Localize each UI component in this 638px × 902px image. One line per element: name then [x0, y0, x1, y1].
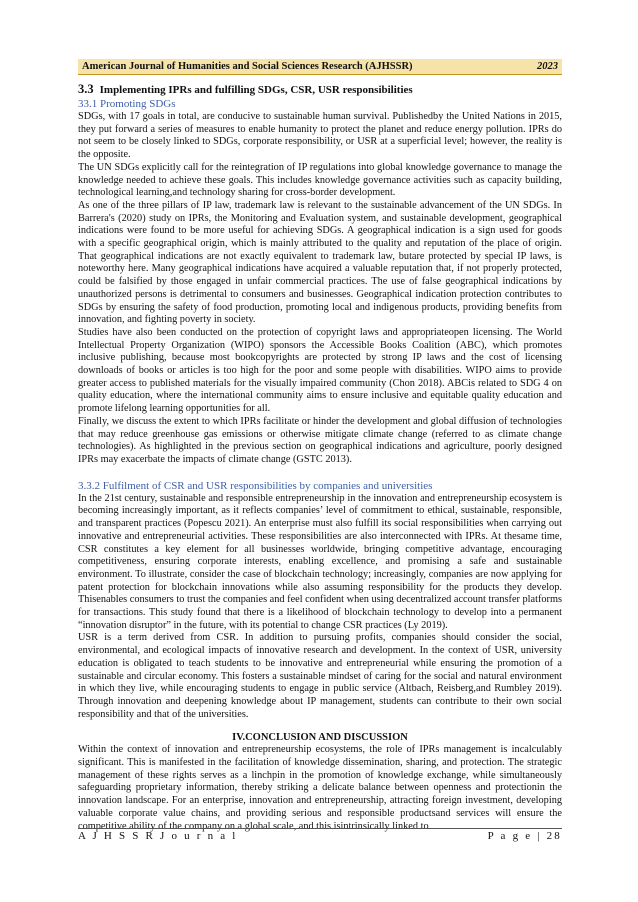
paragraph: As one of the three pillars of IP law, trademark law is relevant to the sustainable advancement of the UN SDGs. In Barrera's (2020) study on IPRs, the Monitoring and Evaluation system, and sustainable development, geographical indications were found to be more useful for achieving SDGs. A geographical indication is a sign used for goods with a specific geographical origin, which is mainly attributed to the quality and reputation of the place of origin. That geographical indications are not exactly equivalent to trademark law, butare protected by special IP laws, is noteworthy here. Many geographical indications have acquired a valuable reputation that, if not properly protected, could be falsified by those engaged in unfair commercial practices. The use of false geographical indications by unauthorized persons is detrimental to consumers and businesses. Geographical indication protection contributes to SDGs by ensuring the safety of food production, promoting local and indigenous products, providing benefits from innovation, and fighting poverty in society. — [78, 199, 562, 326]
paragraph: The UN SDGs explicitly call for the reintegration of IP regulations into global knowledge governance to manage the knowledge needed to achieve these goals. This includes knowledge governance activities such as capacity building, technological learning,and technology sharing for cross-border development. — [78, 161, 562, 199]
paragraph: USR is a term derived from CSR. In addition to pursuing profits, companies should consider the social, environmental, and ecological impacts of innovative research and development. In the context of USR, university education is obligated to teach students to be innovative and entrepreneurial while ensuring the promotion of a sustainable and circular economy. This fosters a sustainable mindset of caring for the social and natural environment in which they live, while encouraging students to engage in public service (Altbach, Reisberg,and Rumbley 2019). Through innovation and deepening knowledge about IP management, students can contribute to their own social responsibility and that of the universities. — [78, 632, 562, 720]
paragraph: Studies have also been conducted on the protection of copyright laws and appropriateopen licensing. The World Intellectual Property Organization (WIPO) sponsors the Accessible Books Coalition (ABC), which promotes inclusive publishing, because most bookcopyrights are protected by strong IP laws and the cost of licensing downloads of books or articles is too high for the poor and some people with disabilities. WIPO aims to provide greater access to published materials for the visually impaired community (Chon 2018). ABCis related to SDG 4 on quality education, where the international community aims to ensure inclusive and equitable quality education and promote lifelong learning opportunities for all. — [78, 326, 562, 415]
conclusion-heading: IV.CONCLUSION AND DISCUSSION — [232, 732, 408, 744]
section-title: Implementing IPRs and fulfilling SDGs, CSR, USR responsibilities — [99, 84, 413, 96]
section-number: 3.3 — [78, 82, 94, 96]
section-heading — [78, 82, 562, 97]
article-body — [78, 82, 562, 833]
page-number: P a g e | 28 — [487, 830, 562, 842]
paragraph: In the 21st century, sustainable and responsible entrepreneurship in the innovation and entrepreneurship ecosystem is becoming increasingly important, as it reflects companies’ level of commitment to ethical, sustainable, responsible, and transparent practices (Popescu 2021). An enterprise must also fulfill its social responsibilities when carrying out innovative and entrepreneurial activities. These responsibilities are also interconnected with IPRs. At thesame time, CSR constitutes a key element for all businesses worldwide, bringing competitive advantage, encouraging competitiveness, ensuring corporate interests, enabling excellence, and promising a safe and sustainable environment. To illustrate, consider the case of blockchain technology; increasingly, companies are now applying for patent protection for blockchain innovations while also assuming responsibility for the products they develop. Thisenables consumers to trust the companies and feel confident when using decentralized account transfer platforms for transactions. This study found that there is a likelihood of blockchain technology to develop into a permanent “innovation disruptor” in the future, with its potential to change CSR practices (Ly 2019). — [78, 492, 562, 631]
subsection-heading-csr-usr: 3.3.2 Fulfilment of CSR and USR responsibilities by companies and universities — [78, 479, 433, 492]
paragraph: Finally, we discuss the extent to which IPRs facilitate or hinder the development and global diffusion of technologies that may reduce greenhouse gas emissions or otherwise mitigate climate change (referred to as climate change technologies). As highlighted in the previous section on geographical indications and agriculture, poorly designed IPRs may exacerbate the impacts of climate change (GSTC 2013). — [78, 415, 562, 465]
paragraph: SDGs, with 17 goals in total, are conducive to sustainable human survival. Publishedby the United Nations in 2015, they put forward a series of measures to enable humanity to protect the planet and reduce energy pollution. IPRs do not seem to be closely linked to SDGs, corporate responsibility, or USR at a superficial level; however, the reality is the opposite. — [78, 111, 562, 161]
journal-header — [78, 59, 562, 75]
footer-journal: A J H S S R J o u r n a l — [78, 830, 238, 842]
subsection-heading-sdgs: 33.1 Promoting SDGs — [78, 98, 176, 110]
paragraph: Within the context of innovation and entrepreneurship ecosystems, the role of IPRs management is incalculably significant. This is manifested in the facilitation of knowledge dissemination, sharing, and protection. The strategic management of these rights serves as a linchpin in the promotion of knowledge exchange, while simultaneously safeguarding proprietary information, thereby striking a delicate balance between openness and protectionin the innovation landscape. For an enterprise, innovation and entrepreneurship, attracting foreign investment, developing valuable corporate value chains, and providing serious and responsible productsand services will ensure the competitive ability of the company on a global scale, and this isintrinsically linked to — [78, 744, 562, 832]
journal-title: American Journal of Humanities and Social Sciences Research (AJHSSR) — [82, 61, 413, 72]
journal-year: 2023 — [537, 61, 558, 72]
page-footer — [78, 828, 562, 842]
